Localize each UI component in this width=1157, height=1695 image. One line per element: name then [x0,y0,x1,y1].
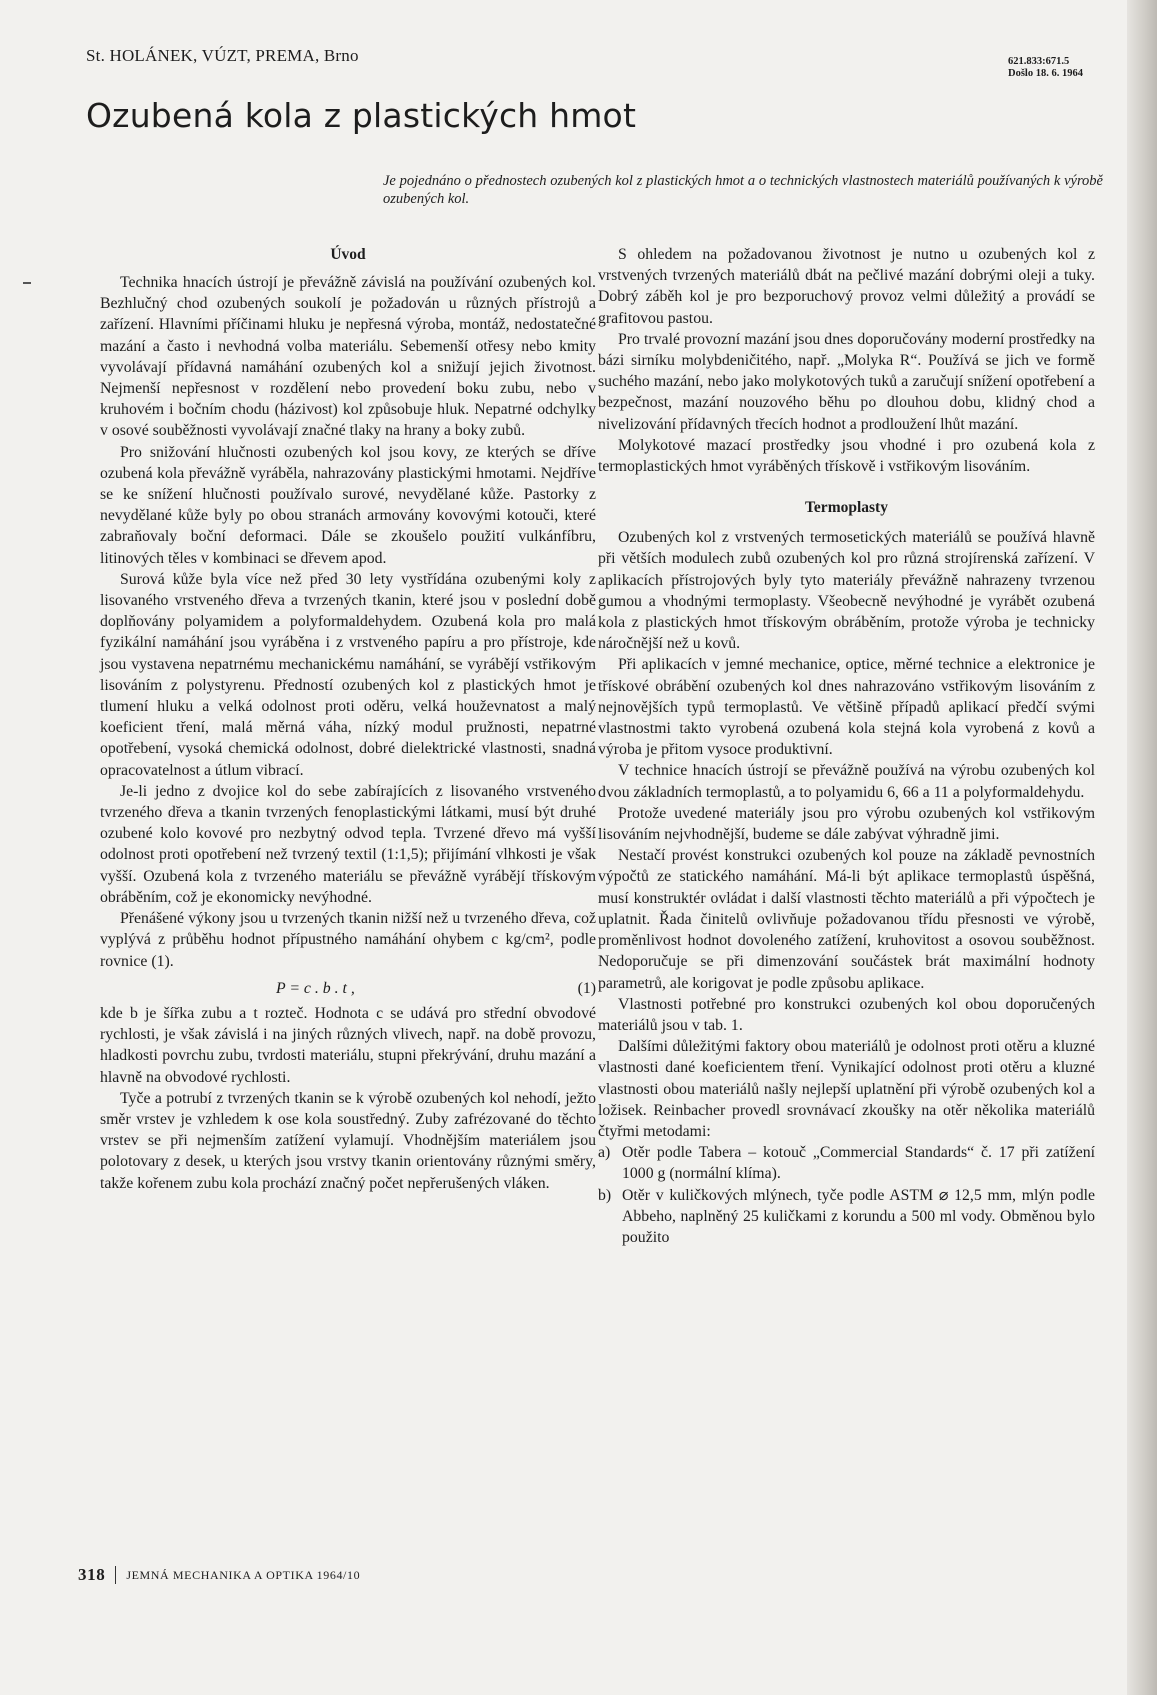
section-heading-intro: Úvod [330,246,366,263]
list-item [598,1185,1095,1249]
udc-code: 621.833:671.5 [1008,56,1070,67]
paragraph: Vlastnosti potřebné pro konstrukci ozubených kol obou doporučených materiálů jsou v tab. 1. [598,995,1095,1034]
list-item [598,1142,1095,1184]
paragraph: Při aplikacích v jemné mechanice, optice, měrné technice a elektronice je třískové obrábění ozubených kol dnes nahrazováno vstřikovým lisováním z nejnovějších typů termoplastů. Ve většině případů aplikací předčí svými vlastnostmi takto vyrobená ozubená kola stejná kola vyrobená z kovů a výroba je přitom vysoce produktivní. [598,656,1095,759]
article-title: Ozubená kola z plastických hmot [86,96,637,135]
paragraph: V technice hnacích ústrojí se převážně používá na výrobu ozubených kol dvou základních termoplastů, a to polyamidu 6, 66 a 11 a polyformaldehydu. [598,762,1095,801]
list-marker: a) [598,1144,611,1162]
paragraph: Nestačí provést konstrukci ozubených kol pouze na základě pevnostních výpočtů ze statického namáhání. Má-li být aplikace termoplastů úspěšná, musí konstruktér ovládat i další vlastnosti těchto materiálů a při výpočtech je uplatnit. Řada činitelů ovlivňuje požadovanou třídu přesnosti ve výrobě, proměnlivost hodnot dovoleného zatížení, kruhovitost a osovou souběžnost. Nedoporučuje se při dimenzování součástek brát maximální hodnoty parametrů, ale korigovat je podle způsobu aplikace. [598,847,1095,992]
paragraph: S ohledem na požadovanou životnost je nutno u ozubených kol z vrstvených tvrzených materiálů dbát na pečlivé mazání dobrými oleji a tuky. Dobrý záběh kol je pro bezporuchový provoz velmi důležitý a provádí se grafitovou pastou. [598,246,1095,327]
footer-divider [115,1566,116,1584]
equation-number: (1) [577,979,596,997]
paragraph: Dalšími důležitými faktory obou materiálů je odolnost proti otěru a kluzné vlastnosti dané koeficientem tření. Vynikající odolnost proti otěru a kluzné vlastnosti obou materiálů našly nejlepší uplatnění při výrobě ozubených kol a ložisek. Reinbacher provedl srovnávací zkoušky na otěr několika materiálů čtyřmi metodami: [598,1038,1095,1140]
header-udc [1008,56,1128,80]
equation-body: P = c . b . t , [276,979,355,997]
journal-name: JEMNÁ MECHANIKA A OPTIKA 1964/10 [126,1567,361,1582]
paragraph: Pro snižování hlučnosti ozubených kol jsou kovy, ze kterých se dříve ozubená kola převážně vyráběla, nahrazovány plastickými hmotami. Nejdříve se ke snížení hlučnosti používalo surové, nevydělané kůže. Pastorky z nevydělané kůže byly po obou stranách armovány kovovými kotouči, které zabraňovaly boční deformaci. Dále se zkoušelo použití vulkánfíbru, litinových těles v kombinaci se dřevem apod. [100,443,596,567]
margin-mark [23,282,31,284]
paragraph: Ozubených kol z vrstvených termosetických materiálů se používá hlavně při větších modulech zubů ozubených kol pro různá strojírenská zařízení. V aplikacích přístrojových byly tyto materiály převážně nahrazeny tvrzenou gumou a vhodnými termoplasty. Všeobecně nevýhodné je vyrábět ozubená kola z plastických hmot třískovým obráběním, protože výroba je technicky náročnější než u kovů. [598,529,1095,653]
left-column [100,244,596,1194]
list-text: Otěr podle Tabera – kotouč „Commercial Standards“ č. 17 při zatížení 1000 g (normální klíma). [622,1144,1095,1183]
paragraph: Je-li jedno z dvojice kol do sebe zabírajících z lisovaného vrstveného tvrzeného dřeva a tkanin tvrzených fenoplastickými látkami, musí být druhé ozubené kolo kovové pro nezbytný odvod tepla. Tvrzené dřevo má vyšší odolnost proti opotřebení než tvrzený textil (1:1,5); přijímání vlhkosti je však vyšší. Ozubená kola z tvrzeného materiálu se převážně vyrábějí třískovým obráběním, což je ekonomicky nevýhodné. [100,782,596,906]
paragraph: Surová kůže byla více než před 30 lety vystřídána ozubenými koly z lisovaného vrstveného dřeva a tvrzených tkanin, které jsou v poslední době doplňovány polyamidem a polyformaldehydem. Ozubená kola pro malá fyzikální namáhání jsou vyráběna i z vrstveného papíru a pro přístroje, kde jsou vystavena nepatrnému mechanickému namáhání, se vyrábějí vstřikovým lisováním z polystyrenu. Předností ozubených kol z plastických hmot je tlumení hluku a velká odolnost proti oděru, velká houževnatost a malý koeficient tření, malá měrná váha, nízký modul pružnosti, nepatrné opotřebení, vysoká chemická odolnost, dobré dielektrické vlastnosti, snadná opracovatelnost a útlum vibrací. [100,570,596,779]
section-heading-thermoplastics: Termoplasty [805,499,888,517]
paragraph: Molykotové mazací prostředky jsou vhodné i pro ozubená kola z termoplastických hmot vyráběných třískově i vstřikovým lisováním. [598,436,1095,476]
paragraph: Pro trvalé provozní mazání jsou dnes doporučovány moderní prostředky na bázi sirníku molybdeničitého, např. „Molyka R“. Používá se jich ve formě suchého mazání, nebo jako molykotových tuků a zaručují snížení opotřebení a bezpečnost, mazání nouzového běhu po dlouhou dobu, klidný chod a nivelizování přídavných třecích hodnot a prodloužení lhůt mazání. [598,330,1095,433]
equation [100,978,596,999]
page-number: 318 [78,1565,106,1584]
received-date: Došlo 18. 6. 1964 [1008,68,1083,79]
abstract: Je pojednáno o přednostech ozubených kol z plastických hmot a o technických vlastnostech materiálů používaných k výrobě ozubených kol. [383,173,1103,207]
page-footer [78,1565,360,1585]
right-column [598,244,1095,1248]
page-edge-shadow [1127,0,1157,1695]
paragraph: Technika hnacích ústrojí je převážně závislá na používání ozubených kol. Bezhlučný chod ozubených soukolí je požadován u různých přístrojů a zařízení. Hlavními příčinami hluku je nepřesná výroba, montáž, nedostatečné mazání a často i nevhodná volba materiálu. Sebemenší otřesy nebo kmity vyvolávají přídavná namáhání ozubených kol a snižují jejich životnost. Nejmenší nepřesnost v rozdělení nebo provedení boku zubu, nebo v kruhovém i bočním chodu (házivost) kol způsobuje hluk. Nepatrné odchylky v osové souběžnosti vyvolávají značné tlaky na hrany a boky zubů. [100,274,596,440]
paragraph: Tyče a potrubí z tvrzených tkanin se k výrobě ozubených kol nehodí, ježto směr vrstev je vzhledem k ose kola soustředný. Zuby zafrézované do těchto vrstev se při nejmenším zatížení vylamují. Vhodnějším materiálem jsou polotovary z desek, u kterých jsou vrstvy tkanin orientovány různými směry, takže kořenem zubu kola prochází značný počet nepřerušených vláken. [100,1089,596,1192]
paragraph: Přenášené výkony jsou u tvrzených tkanin nižší než u tvrzeného dřeva, což vyplývá z průběhu hodnot přípustného namáhání ohybem c kg/cm², podle rovnice (1). [100,910,596,970]
paragraph: Protože uvedené materiály jsou pro výrobu ozubených kol vstřikovým lisováním nejvhodnější, budeme se dále zabývat výhradně jimi. [598,804,1095,844]
paragraph: kde b je šířka zubu a t rozteč. Hodnota c se udává pro střední obvodové rychlosti, je však závislá i na jiných různých vlivech, např. na době provozu, hladkosti povrchu zubu, tvrdosti materiálu, stupni překrývání, druhu mazání a hlavně na obvodové rychlosti. [100,1004,596,1086]
list-marker: b) [598,1186,612,1204]
list-text: Otěr v kuličkových mlýnech, tyče podle ASTM ⌀ 12,5 mm, mlýn podle Abbeho, naplněný 25 kuličkami z korundu a 500 ml vody. Obměnou bylo použito [622,1186,1095,1246]
header-authors: St. HOLÁNEK, VÚZT, PREMA, Brno [86,46,359,65]
